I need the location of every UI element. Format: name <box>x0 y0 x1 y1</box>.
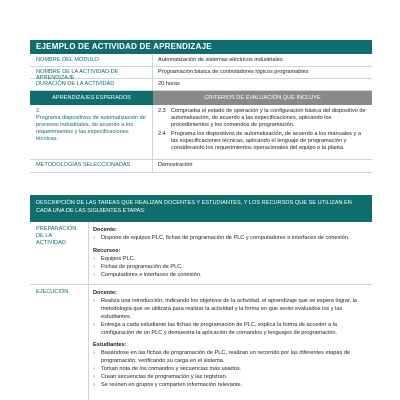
item-text: Crean secuencias de programación y las registran. <box>101 374 228 380</box>
list-item <box>93 263 367 271</box>
page-title: EJEMPLO DE ACTIVIDAD DE APRENDIZAJE <box>30 40 372 54</box>
criterio-num: 2.4 <box>158 131 166 137</box>
descripcion-header: DESCRIPCIÓN DE LAS TAREAS QUE REALIZAN DOCENTES Y ESTUDIANTES, Y LOS RECURSOS QUE SE UTILIZAN EN CADA UNA DE LAS SIGUIENTES ETAPAS: <box>30 195 372 222</box>
criterio-text: Programa los dispositivos de automatización, de acuerdo a los manuales y a las especificaciones técnicas, aplicando el lenguaje de programación y considerando los requerimientos operacionales del equipo o la planta. <box>171 131 361 151</box>
criterios-list <box>153 105 372 159</box>
criteria-row <box>30 105 372 160</box>
list-item <box>93 271 367 279</box>
bullet-icon: › <box>93 350 95 356</box>
item-text: Se reúnen en grupos y comparten información relevante. <box>101 382 243 388</box>
list-item <box>93 255 367 263</box>
list-item <box>93 365 367 373</box>
list-item <box>93 297 367 321</box>
list-item <box>93 381 367 389</box>
item-text: Equipos PLC. <box>101 256 136 262</box>
ejecucion-label: EJECUCIÓN <box>36 289 69 295</box>
docente-label: Docente: <box>93 227 117 233</box>
section-ejecucion <box>30 287 372 391</box>
info-table <box>30 55 372 173</box>
item-text: Toman nota de los comandos y secuencias más usados. <box>101 366 242 372</box>
info-label: NOMBRE DEL MÓDULO <box>30 55 153 66</box>
ejecucion-body <box>88 287 372 391</box>
header-criterios: CRITERIOS DE EVALUACIÓN QUE INCLUYE <box>153 91 372 105</box>
preparacion-label: PREPARACIÓN DE LA ACTIVIDAD <box>36 226 77 246</box>
info-label: DURACIÓN DE LA ACTIVIDAD <box>30 79 153 90</box>
criteria-header <box>30 91 372 105</box>
info-row-modulo <box>30 55 372 67</box>
bullet-icon: › <box>93 322 95 328</box>
section-separator <box>30 284 372 285</box>
aprendizaje-text: Programa dispositivos de automatización de procesos industriales, de acuerdo a los requerimientos y las especificaciones técnicas. <box>36 115 146 142</box>
docente-label: Docente: <box>93 290 117 296</box>
item-text: Entrega a cada estudiante las fichas de programación de PLC, explica la forma de acceder a la configuración de un PLC y demuestra la aplicación de comandos y lenguajes de programación. <box>101 322 338 336</box>
info-label: NOMBRE DE LA ACTIVIDAD DE APRENDIZAJE <box>30 67 153 78</box>
list-item <box>93 373 367 381</box>
bullet-icon: › <box>93 256 95 262</box>
info-value: Programación básica de controladores lógicos programables <box>158 69 309 75</box>
info-value: 20 horas <box>158 81 180 87</box>
bullet-icon: › <box>93 298 95 304</box>
item-text: Realiza una introducción, indicando los objetivos de la actividad, el aprendizaje que se espera lograr, la metodología que se utilizará para realizar la actividad y la forma en que serán evaluados los y las estudiantes. <box>101 298 357 320</box>
bullet-icon: › <box>93 264 95 270</box>
info-row-actividad <box>30 67 372 79</box>
aprendizaje-esperado <box>30 105 153 159</box>
item-text: Dispone de equipos PLC, fichas de programación de PLC y computadores e interfaces de conexión. <box>101 235 350 241</box>
list-item <box>93 321 367 337</box>
item-text: Basándose en las fichas de programación de PLC, realizan un recorrido por las diferentes etapas de programación, verificando su carga en el sistema. <box>101 350 351 364</box>
header-aprendizajes: APRENDIZAJES ESPERADOS <box>30 91 153 105</box>
item-text: Computadores e interfaces de conexión. <box>101 272 202 278</box>
item-text: Fichas de programación de PLC. <box>101 264 183 270</box>
bullet-icon: › <box>93 374 95 380</box>
info-row-duracion <box>30 79 372 91</box>
preparacion-body <box>88 224 372 281</box>
criterio-item <box>158 108 367 129</box>
criterio-item <box>158 131 367 152</box>
criterio-num: 2.3 <box>158 108 166 114</box>
bullet-icon: › <box>93 382 95 388</box>
list-item <box>93 234 367 242</box>
recursos-label: Recursos: <box>93 248 121 254</box>
section-preparacion <box>30 224 372 281</box>
metodologias-row <box>30 160 372 173</box>
bullet-icon: › <box>93 235 95 241</box>
list-item <box>93 349 367 365</box>
bullet-icon: › <box>93 366 95 372</box>
info-value: Automatización de sistemas eléctricos industriales <box>158 57 283 63</box>
criterio-text: Comprueba el estado de operación y la configuración básica del dispositivo de automatización, de acuerdo a las especificaciones, aplicando los procedimientos y los comandos de programación. <box>171 108 366 128</box>
estudiantes-label: Estudiantes: <box>93 342 127 348</box>
bullet-icon: › <box>93 272 95 278</box>
aprendizaje-num: 2. <box>36 108 41 114</box>
metodologias-value: Demostración <box>158 162 193 168</box>
metodologias-label: METODOLOGÍAS SELECCIONADAS <box>30 160 153 172</box>
